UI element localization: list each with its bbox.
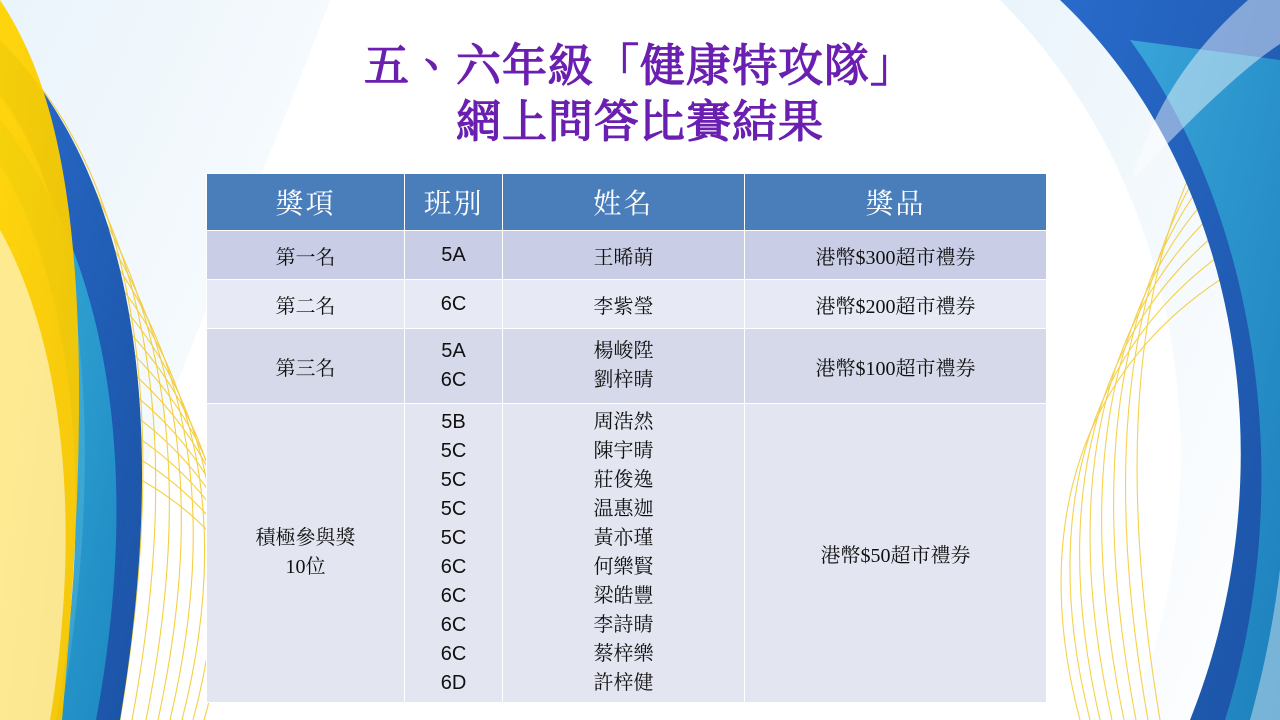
cell-award: 第一名	[207, 231, 405, 280]
award-line-2: 10位	[285, 556, 326, 578]
class-entry: 5C	[440, 469, 467, 491]
results-table	[206, 173, 1047, 703]
table-row	[207, 231, 1047, 280]
header-prize: 獎品	[745, 174, 1047, 231]
header-award: 獎項	[207, 174, 405, 231]
class-entry: 5B	[441, 411, 466, 433]
table-row	[207, 280, 1047, 329]
title-line-2: 網上問答比賽結果	[455, 95, 824, 149]
cell-prize: 港幣$100超市禮券	[745, 329, 1047, 404]
class-entry: 6C	[440, 614, 467, 636]
name-entry: 楊峻陞	[593, 340, 654, 362]
table-header-row	[207, 174, 1047, 231]
cell-class	[405, 329, 503, 404]
name-entry: 温惠迦	[593, 498, 654, 520]
name-entry: 蔡梓樂	[593, 643, 654, 665]
name-entry: 莊俊逸	[593, 469, 654, 491]
cell-class	[405, 404, 503, 703]
class-entry: 6D	[440, 672, 467, 694]
table-row	[207, 404, 1047, 703]
award-line-1: 積極參與獎	[255, 527, 356, 549]
name-entry: 梁皓豐	[593, 585, 654, 607]
name-entry: 何樂賢	[593, 556, 654, 578]
name-entry: 陳宇晴	[593, 440, 654, 462]
cell-award: 第二名	[207, 280, 405, 329]
cell-name: 王晞萌	[503, 231, 745, 280]
header-class: 班別	[405, 174, 503, 231]
name-entry: 劉梓晴	[593, 369, 654, 391]
name-entry: 許梓健	[593, 672, 654, 694]
cell-prize: 港幣$300超市禮券	[745, 231, 1047, 280]
name-entry: 周浩然	[593, 411, 654, 433]
name-entry: 李詩晴	[593, 614, 654, 636]
cell-award: 第三名	[207, 329, 405, 404]
cell-class: 6C	[405, 280, 503, 329]
results-table-wrapper	[206, 173, 1046, 703]
cell-prize: 港幣$200超市禮券	[745, 280, 1047, 329]
class-entry: 5C	[440, 527, 467, 549]
name-entry: 黃亦瑾	[593, 527, 654, 549]
class-entry: 6C	[440, 369, 467, 391]
cell-award	[207, 404, 405, 703]
class-entry: 5A	[441, 340, 466, 362]
table-row	[207, 329, 1047, 404]
cell-class: 5A	[405, 231, 503, 280]
class-entry: 6C	[440, 643, 467, 665]
cell-name	[503, 404, 745, 703]
class-entry: 5C	[440, 498, 467, 520]
header-name: 姓名	[503, 174, 745, 231]
title-line-1: 五、六年級「健康特攻隊」	[363, 39, 916, 92]
class-entry: 5C	[440, 440, 467, 462]
class-entry: 6C	[440, 585, 467, 607]
cell-prize: 港幣$50超市禮券	[745, 404, 1047, 703]
cell-name: 李紫瑩	[503, 280, 745, 329]
cell-name	[503, 329, 745, 404]
class-entry: 6C	[440, 556, 467, 578]
slide-title	[0, 38, 1280, 151]
